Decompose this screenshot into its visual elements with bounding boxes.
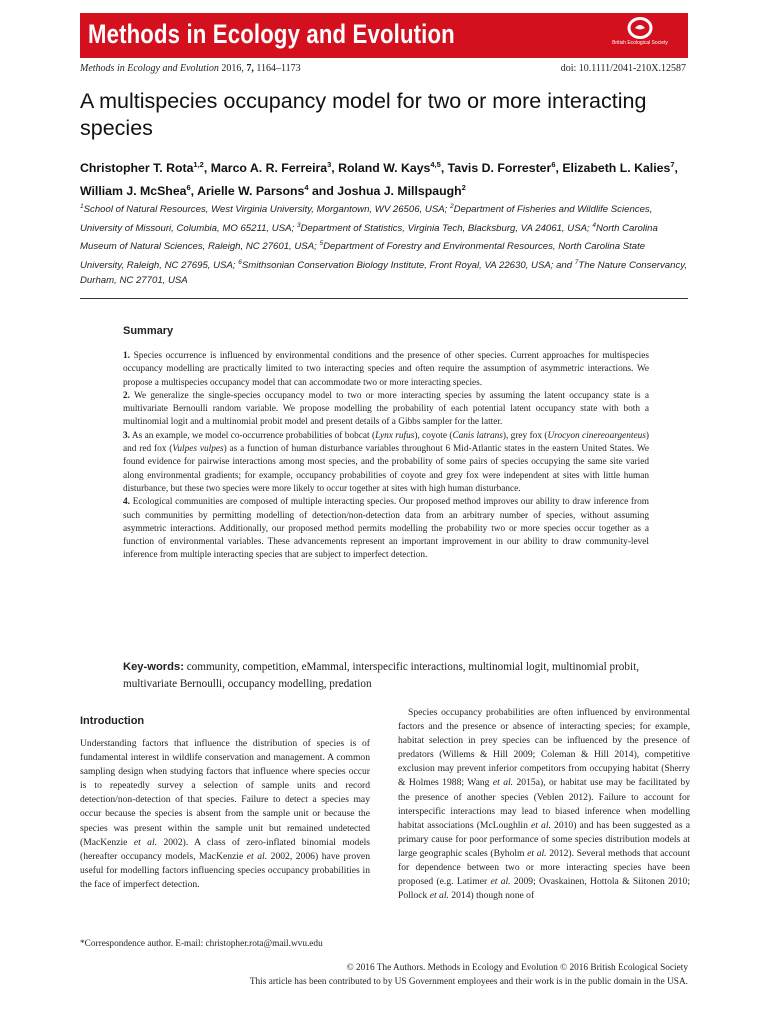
keywords-label: Key-words:	[123, 661, 184, 673]
author-affiliation-mark: 4,5	[430, 160, 441, 169]
italic-term: Lynx rufus	[375, 430, 415, 441]
summary-heading: Summary	[123, 325, 174, 337]
header-divider	[80, 298, 688, 299]
affiliation-text: North Carolina Museum of Natural Sciences, Raleigh, NC 27601, USA;	[80, 222, 658, 253]
italic-term: et al.	[429, 890, 449, 902]
author-name: Joshua J. Millspaugh	[337, 184, 462, 199]
affiliations	[80, 199, 690, 288]
affiliation-text: The Nature Conservancy, Durham, NC 27701, USA	[80, 259, 687, 286]
affiliation-mark: 6	[238, 258, 242, 266]
author-name: Tavis D. Forrester	[447, 161, 552, 176]
affiliation-mark: 5	[319, 239, 324, 247]
italic-term: et al.	[531, 819, 551, 831]
author-affiliation-mark: 3	[327, 160, 332, 169]
license-line: This article has been contributed to by US Government employees and their work is in the public domain in the USA.	[249, 976, 688, 987]
journal-title: Methods in Ecology and Evolution	[88, 19, 455, 49]
italic-term: et al.	[133, 836, 158, 848]
affiliation-mark: 4	[592, 221, 596, 229]
author-name: Marco A. R. Ferreira	[210, 161, 328, 176]
copyright-line: © 2016 The Authors. Methods in Ecology and Evolution © 2016 British Ecological Society	[346, 963, 688, 973]
author-name: Christopher T. Rota	[80, 161, 194, 176]
author-name: William J. McShea	[80, 184, 187, 199]
author-affiliation-mark: 7	[670, 160, 675, 169]
society-name: British Ecological Society	[612, 40, 668, 46]
italic-term: et al.	[492, 777, 514, 789]
affiliation-mark: 7	[574, 258, 579, 266]
article-title: A multispecies occupancy model for two or more interacting species	[80, 89, 647, 140]
italic-term: et al.	[527, 847, 547, 859]
affiliation-text: Department of Forestry and Environmental Resources, North Carolina State University, Raleigh, NC 27695, USA;	[80, 241, 646, 271]
italic-term: Urocyon cinereoargenteus	[547, 430, 646, 441]
introduction-right-column: Species occupancy probabilities are often influenced by environmental factors and the presence or absence of interacting species; for example, habitat selection in prey species can be influenced by the presence of predators (Willems & Hill 2009; Coleman & Hill 2014), competitive exclusion may prevent inferior competitors from occupying habitat (Sherry & Holmes 1988; Wang et al. 2015a), or habitat use may be facilitated by the presence of another species (Veblen 2012). Failure to account for interspecific interactions may lead to biased inference when modelling habitat associations (McLoughlin et al. 2010) and has been suggested as a primary cause for poor performance of some species distribution models at large geographic scales (Byholm et al. 2012). Several methods that account for dependence between two or more interacting species have been proposed (e.g. Latimer et al. 2009; Ovaskainen, Hottola & Siitonen 2010; Pollock et al. 2014) though none of	[398, 707, 691, 902]
doi-link[interactable]: doi: 10.1111/2041-210X.12587	[560, 63, 686, 74]
keywords-list: community, competition, eMammal, interspecific interactions, multinomial logit, multinomial probit, multivariate Bernoulli, occupancy modelling, predation	[123, 661, 640, 690]
author-name: Roland W. Kays	[338, 161, 431, 176]
author-name: Arielle W. Parsons	[197, 184, 305, 199]
summary-point: 4. Ecological communities are composed of multiple interacting species. Our proposed method improves our ability to draw inference from such communities by permitting modelling of detection/non-detection data from an arbitrary number of species, without assuming asymmetric interactions. Additionally, our proposed method permits modelling the probability two or more species occur together as a function of environmental variables. These advancements represent an important improvement in our ability to draw community-level inference from multiple interacting species that are subject to imperfect detection.	[123, 497, 649, 561]
summary-body	[123, 350, 649, 563]
affiliation-mark: 1	[80, 203, 84, 210]
citation-journal: Methods in Ecology and Evolution	[80, 63, 219, 74]
citation-volume: 7,	[246, 63, 254, 74]
affiliation-text: Smithsonian Conservation Biology Institute, Front Royal, VA 22630, USA; and	[241, 259, 575, 271]
summary-point: 1. Species occurrence is influenced by environmental conditions and the presence of other species. Current approaches for multispecies occupancy modelling are practically limited to two interacting species and often require the assumption of asymmetric interactions. We propose a multispecies occupancy model that can accommodate two or more interacting species.	[123, 351, 649, 388]
citation-year: 2016,	[221, 63, 244, 74]
summary-point: 3. As an example, we model co-occurrence probabilities of bobcat (Lynx rufus), coyote (Canis latrans), grey fox (Urocyon cinereoargenteus) and red fox (Vulpes vulpes) as a function of human disturbance variables throughout 6 Mid-Atlantic states in the eastern United States. We found evidence for pairwise interactions among most species, and the probability of some pairs of species occupying the same site varied along environmental gradients; for example, occupancy probabilities of coyote and grey fox were independent at sites with little human disturbance, but these two species were more likely to occur together at sites with high human disturbance.	[123, 430, 649, 494]
citation-line	[80, 63, 301, 74]
affiliation-mark: 3	[296, 221, 301, 229]
italic-term: Canis latrans	[452, 430, 503, 441]
affiliation-text: Department of Fisheries and Wildlife Sciences, University of Missouri, Columbia, MO 65211, USA;	[80, 204, 653, 234]
introduction-left-column: Understanding factors that influence the distribution of species is of fundamental interest in wildlife conservation and management. A common sampling design when studying factors that influence where species occur is to repeatedly survey a selection of sample units and record detection/non-detection of that species. Failure to detect a species may occur because the species is absent from the sample unit or because the species was present within the sample unit but remained undetected (MacKenzie et al. 2002). A class of zero-inflated binomial models (hereafter occupancy models, MacKenzie et al. 2002, 2006) have proven useful for modelling factors influencing species occupancy probabilities in the face of imperfect detection.	[80, 738, 371, 890]
author-affiliation-mark: 4	[304, 183, 309, 193]
author-affiliation-mark: 6	[186, 183, 191, 193]
copyright-footer	[250, 962, 688, 989]
correspondence-note: *Correspondence author. E-mail: christopher.rota@mail.wvu.edu	[80, 939, 323, 949]
keywords	[123, 659, 649, 693]
italic-term: et al.	[246, 850, 268, 862]
society-logo	[600, 17, 680, 46]
author-name: Elizabeth L. Kalies	[562, 161, 671, 176]
affiliation-mark: 2	[449, 203, 454, 210]
author-affiliation-mark: 2	[461, 183, 466, 193]
italic-term: et al.	[490, 876, 511, 888]
citation-pages: 1164–1173	[256, 63, 301, 74]
author-list: Christopher T. Rota$^{1,2}$, Marco A. R. Ferreira$^3$, Roland W. Kays$^{4,5}$, Tavis D. Forrester$^6$, Elizabeth L. Kalies$^7$, William J. McShea$^6$, Arielle W. Parsons$^4$ and Joshua J. Millspaugh$^2$	[80, 160, 678, 199]
journal-banner	[80, 13, 688, 58]
summary-point: 2. We generalize the single-species occupancy model to two or more interacting species by assuming the latent occupancy state is a multivariate Bernoulli random variable. We propose modelling the probability of each potential latent occupancy state with both a multinomial logit and a multinomial probit model and present details of a Gibbs sampler for the latter.	[123, 390, 649, 428]
italic-term: Vulpes vulpes	[172, 444, 224, 455]
author-affiliation-mark: 6	[551, 160, 556, 169]
author-affiliation-mark: 1,2	[193, 160, 204, 169]
introduction-heading: Introduction	[80, 715, 145, 727]
affiliation-text: Department of Statistics, Virginia Tech, Blacksburg, VA 24061, USA;	[300, 222, 593, 234]
affiliation-text: School of Natural Resources, West Virginia University, Morgantown, WV 26506, USA;	[83, 204, 450, 216]
bes-logo-icon	[627, 17, 653, 39]
